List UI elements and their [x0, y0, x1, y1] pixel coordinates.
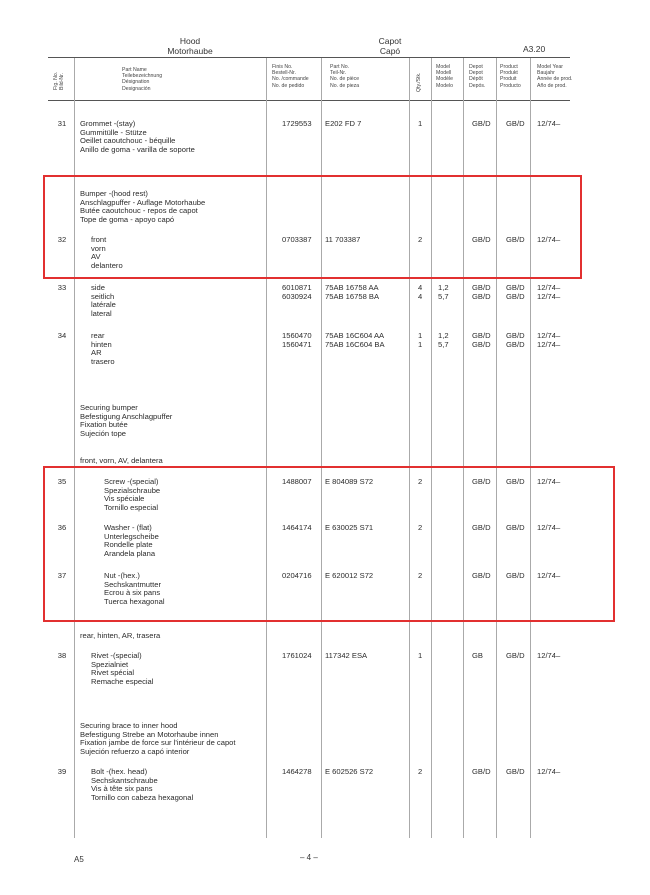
finis-line: 1488007	[282, 477, 312, 486]
col-header-line: Depós.	[469, 82, 486, 89]
name-line: Anillo de goma - varilla de soporte	[80, 144, 195, 154]
title-line: Motorhaube	[167, 46, 213, 56]
finis-line: 1761024	[282, 651, 312, 660]
name-line: Anschlagpuffer - Auflage Motorhaube	[80, 197, 206, 207]
name-line: side	[91, 283, 105, 292]
col-header-year	[537, 64, 572, 89]
cell-part	[325, 652, 367, 661]
col-header-line: Désignation	[122, 79, 150, 86]
col-header-line: Bestell-Nr.	[272, 70, 296, 77]
cell-finis	[282, 652, 312, 661]
cell-name	[91, 768, 193, 802]
finis-line: 1729553	[282, 119, 312, 128]
name-line: Bolt -(hex. head)	[91, 767, 148, 776]
name-line: delantero	[91, 260, 123, 270]
name-line: Tope de goma - apoyo capó	[80, 214, 175, 224]
name-line: Vis à tête six pans	[91, 784, 153, 794]
product-line: GB/D	[506, 331, 525, 340]
qty-line: 4	[418, 291, 423, 301]
col-header-line: Année de prod.	[537, 76, 573, 83]
name-line: latérale	[91, 300, 116, 310]
col-header-line: Modèle	[436, 76, 454, 83]
col-header-qty: Qty./Stk.	[416, 72, 422, 92]
cell-name	[91, 652, 153, 686]
col-header-line: No. /commande	[272, 76, 309, 83]
cell-qty	[418, 120, 422, 129]
cell-finis	[282, 284, 312, 301]
qty-line: 4	[418, 283, 423, 292]
cell-product	[506, 652, 525, 661]
product-line: GB/D	[506, 767, 525, 776]
year-line: 12/74–	[537, 283, 561, 292]
model-line: 1,2	[438, 331, 449, 340]
year-line: 12/74–	[537, 119, 561, 128]
part-line: E 804089 S72	[325, 477, 374, 486]
name-line: vorn	[91, 243, 106, 253]
finis-line: 1560471	[282, 339, 312, 349]
name-line: Tuerca hexagonal	[104, 596, 165, 606]
cell-part	[325, 284, 379, 301]
page-title-left	[130, 36, 250, 56]
page-number: – 4 –	[300, 853, 318, 862]
col-header-line: Produkt	[500, 70, 518, 77]
col-header-line: Bild-Nr.	[59, 72, 65, 90]
fig-number: 31	[57, 119, 67, 128]
finis-line: 0703387	[282, 235, 312, 244]
name-line: Gummitülle - Stütze	[80, 127, 147, 137]
qty-line: 2	[418, 235, 423, 244]
name-line: Spezialniet	[91, 659, 129, 669]
name-line: Securing bumper	[80, 403, 138, 412]
col-header-line: Teil-Nr.	[330, 70, 347, 77]
highlight-box-bumper-front	[43, 175, 582, 279]
finis-line: 1464174	[282, 523, 312, 532]
year-line: 12/74–	[537, 291, 561, 301]
name-line: Oeillet caoutchouc - béquille	[80, 136, 176, 146]
name-line: Fixation jambe de force sur l'intérieur de capot	[80, 738, 236, 748]
cell-finis	[282, 768, 312, 777]
col-header-line: Producto	[500, 82, 521, 89]
year-line: 12/74–	[537, 523, 561, 532]
cell-depot	[472, 768, 491, 777]
depot-line: GB/D	[472, 477, 491, 486]
name-line: Vis spéciale	[104, 494, 145, 504]
section-code: A3.20	[523, 44, 546, 54]
page-title-center	[340, 36, 440, 56]
name-line: Befestigung Strebe an Motorhaube innen	[80, 729, 219, 739]
col-header-line: Depot	[469, 64, 483, 70]
cell-part	[325, 768, 373, 777]
cell-name	[91, 284, 116, 318]
name-line: Arandela plana	[104, 548, 156, 558]
col-header-line: Fig. No.	[53, 71, 59, 90]
col-header-finis	[272, 64, 309, 89]
depot-line: GB	[472, 651, 483, 660]
depot-line: GB/D	[472, 235, 491, 244]
footer-left: A5	[74, 855, 84, 864]
name-line: Nut -(hex.)	[104, 571, 140, 580]
col-header-line: No. de pieza	[330, 82, 360, 89]
part-line: 75AB 16758 AA	[325, 283, 379, 292]
part-line: E 630025 S71	[325, 523, 374, 532]
finis-line: 0204716	[282, 571, 312, 580]
col-header-line: Modelo	[436, 82, 454, 89]
cell-name	[80, 120, 195, 154]
finis-line: 6010871	[282, 283, 312, 292]
name-line: Securing brace to inner hood	[80, 721, 178, 730]
qty-line: 2	[418, 767, 423, 776]
cell-year	[537, 120, 560, 129]
col-header-line: Product	[500, 64, 518, 70]
name-line: Fixation butée	[80, 420, 128, 430]
col-header-part	[330, 64, 359, 89]
year-line: 12/74–	[537, 477, 561, 486]
part-line: E 620012 S72	[325, 571, 374, 580]
cell-qty	[418, 768, 422, 777]
col-header-line: No. de pièce	[330, 76, 360, 83]
col-header-line: Model Year	[537, 64, 563, 70]
col-header-product	[500, 64, 521, 89]
cell-depot	[472, 652, 483, 661]
fig-number: 38	[57, 651, 67, 660]
part-line: 117342 ESA	[325, 651, 368, 660]
part-line: 75AB 16C604 AA	[325, 331, 385, 340]
year-line: 12/74–	[537, 235, 561, 244]
qty-line: 1	[418, 651, 423, 660]
title-line: Capot	[378, 36, 402, 46]
cell-product	[506, 120, 525, 129]
depot-line: GB/D	[472, 119, 491, 128]
name-line: Spezialschraube	[104, 485, 161, 495]
product-line: GB/D	[506, 235, 525, 244]
depot-line: GB/D	[472, 331, 491, 340]
model-line: 5,7	[438, 339, 449, 349]
header-rule	[48, 57, 570, 58]
product-line: GB/D	[506, 291, 525, 301]
cell-depot	[472, 284, 491, 301]
name-line: front, vorn, AV, delantera	[80, 456, 163, 465]
qty-line: 1	[418, 119, 423, 128]
name-line: AR	[91, 348, 102, 358]
year-line: 12/74–	[537, 767, 561, 776]
product-line: GB/D	[506, 477, 525, 486]
title-line: Hood	[179, 36, 201, 46]
name-line: hinten	[91, 339, 112, 349]
name-line: seitlich	[91, 291, 115, 301]
name-line: AV	[91, 252, 101, 262]
fig-number: 32	[57, 235, 67, 244]
year-line: 12/74–	[537, 339, 561, 349]
depot-line: GB/D	[472, 291, 491, 301]
depot-line: GB/D	[472, 523, 491, 532]
cell-name	[80, 632, 160, 641]
model-line: 5,7	[438, 291, 449, 301]
part-line: 75AB 16758 BA	[325, 291, 380, 301]
name-line: Remache especial	[91, 676, 154, 686]
name-line: Rivet spécial	[91, 668, 135, 678]
cell-year	[537, 652, 560, 661]
name-line: Sechskantmutter	[104, 579, 161, 589]
depot-line: GB/D	[472, 283, 491, 292]
cell-part	[325, 120, 361, 129]
name-line: Bumper -(hood rest)	[80, 189, 148, 198]
finis-line: 1464278	[282, 767, 312, 776]
col-header-line: Part No.	[330, 64, 350, 70]
product-line: GB/D	[506, 119, 525, 128]
year-line: 12/74–	[537, 331, 561, 340]
col-header-line: Año de prod.	[537, 82, 567, 89]
name-line: Washer - (flat)	[104, 523, 152, 532]
depot-line: GB/D	[472, 767, 491, 776]
col-header-line: Dépôt	[469, 76, 483, 83]
name-line: lateral	[91, 308, 112, 318]
qty-line: 2	[418, 523, 423, 532]
name-line: Rivet -(special)	[91, 651, 142, 660]
fig-number: 34	[57, 331, 67, 340]
col-header-line: Baujahr	[537, 70, 555, 77]
name-line: Butée caoutchouc - repos de capot	[80, 206, 198, 216]
qty-line: 2	[418, 477, 423, 486]
qty-line: 1	[418, 339, 423, 349]
cell-product	[506, 768, 525, 777]
cell-qty	[418, 284, 422, 301]
column-header-rule	[48, 100, 570, 101]
col-header-model	[436, 64, 453, 89]
name-line: Befestigung Anschlagpuffer	[80, 411, 173, 421]
col-header-line: Produit	[500, 76, 517, 83]
col-header-line: Finis No.	[272, 64, 293, 70]
qty-line: 1	[418, 331, 423, 340]
col-header-line: Depot	[469, 70, 483, 77]
name-line: rear	[91, 331, 105, 340]
name-line: Rondelle plate	[104, 540, 153, 550]
col-header-line: Model	[436, 64, 451, 70]
name-line: trasero	[91, 356, 115, 366]
name-line: rear, hinten, AR, trasera	[80, 631, 161, 640]
depot-line: GB/D	[472, 339, 491, 349]
cell-product	[506, 284, 525, 301]
cell-depot	[472, 120, 491, 129]
name-line: Unterlegscheibe	[104, 531, 159, 541]
cell-model	[438, 332, 449, 349]
part-line: E 602526 S72	[325, 767, 374, 776]
name-line: Sujeción refuerzo a capó interior	[80, 746, 190, 756]
cell-part	[325, 332, 385, 349]
product-line: GB/D	[506, 651, 525, 660]
name-line: Tornillo con cabeza hexagonal	[91, 792, 194, 802]
col-header-fig	[53, 72, 65, 90]
cell-finis	[282, 120, 312, 129]
model-line: 1,2	[438, 283, 449, 292]
product-line: GB/D	[506, 523, 525, 532]
name-line: front	[91, 235, 107, 244]
name-line: Sujeción tope	[80, 428, 127, 438]
cell-depot	[472, 332, 491, 349]
cell-name	[91, 332, 115, 366]
cell-name	[80, 722, 236, 756]
col-header-line: Teilebezeichnung	[122, 73, 163, 80]
product-line: GB/D	[506, 339, 525, 349]
cell-name	[80, 457, 163, 466]
cell-qty	[418, 652, 422, 661]
cell-year	[537, 284, 560, 301]
col-header-line: No. de pedido	[272, 82, 305, 89]
fig-number: 39	[57, 767, 67, 776]
fig-number: 36	[57, 523, 67, 532]
name-line: Sechskantschraube	[91, 775, 158, 785]
fig-number: 33	[57, 283, 67, 292]
title-line: Capó	[379, 46, 401, 56]
cell-year	[537, 768, 560, 777]
year-line: 12/74–	[537, 571, 561, 580]
cell-year	[537, 332, 560, 349]
highlight-box-securing-bumper-front	[43, 466, 615, 622]
finis-line: 6030924	[282, 291, 312, 301]
cell-product	[506, 332, 525, 349]
product-line: GB/D	[506, 571, 525, 580]
col-header-line: Part Name	[122, 67, 147, 73]
col-header-line: Designación	[122, 85, 151, 92]
col-header-name	[122, 67, 162, 92]
name-line: Screw -(special)	[104, 477, 159, 486]
product-line: GB/D	[506, 283, 525, 292]
qty-line: 2	[418, 571, 423, 580]
part-line: E202 FD 7	[325, 119, 362, 128]
fig-number: 37	[57, 571, 67, 580]
cell-finis	[282, 332, 312, 349]
name-line: Grommet -(stay)	[80, 119, 136, 128]
part-line: 11 703387	[325, 235, 361, 244]
year-line: 12/74–	[537, 651, 561, 660]
cell-name	[80, 404, 172, 438]
finis-line: 1560470	[282, 331, 312, 340]
part-line: 75AB 16C604 BA	[325, 339, 385, 349]
name-line: Ecrou à six pans	[104, 588, 161, 598]
depot-line: GB/D	[472, 571, 491, 580]
fig-number: 35	[57, 477, 67, 486]
col-header-line: Modell	[436, 70, 452, 77]
col-header-depot	[469, 64, 485, 89]
cell-model	[438, 284, 449, 301]
cell-qty	[418, 332, 422, 349]
name-line: Tornillo especial	[104, 502, 159, 512]
